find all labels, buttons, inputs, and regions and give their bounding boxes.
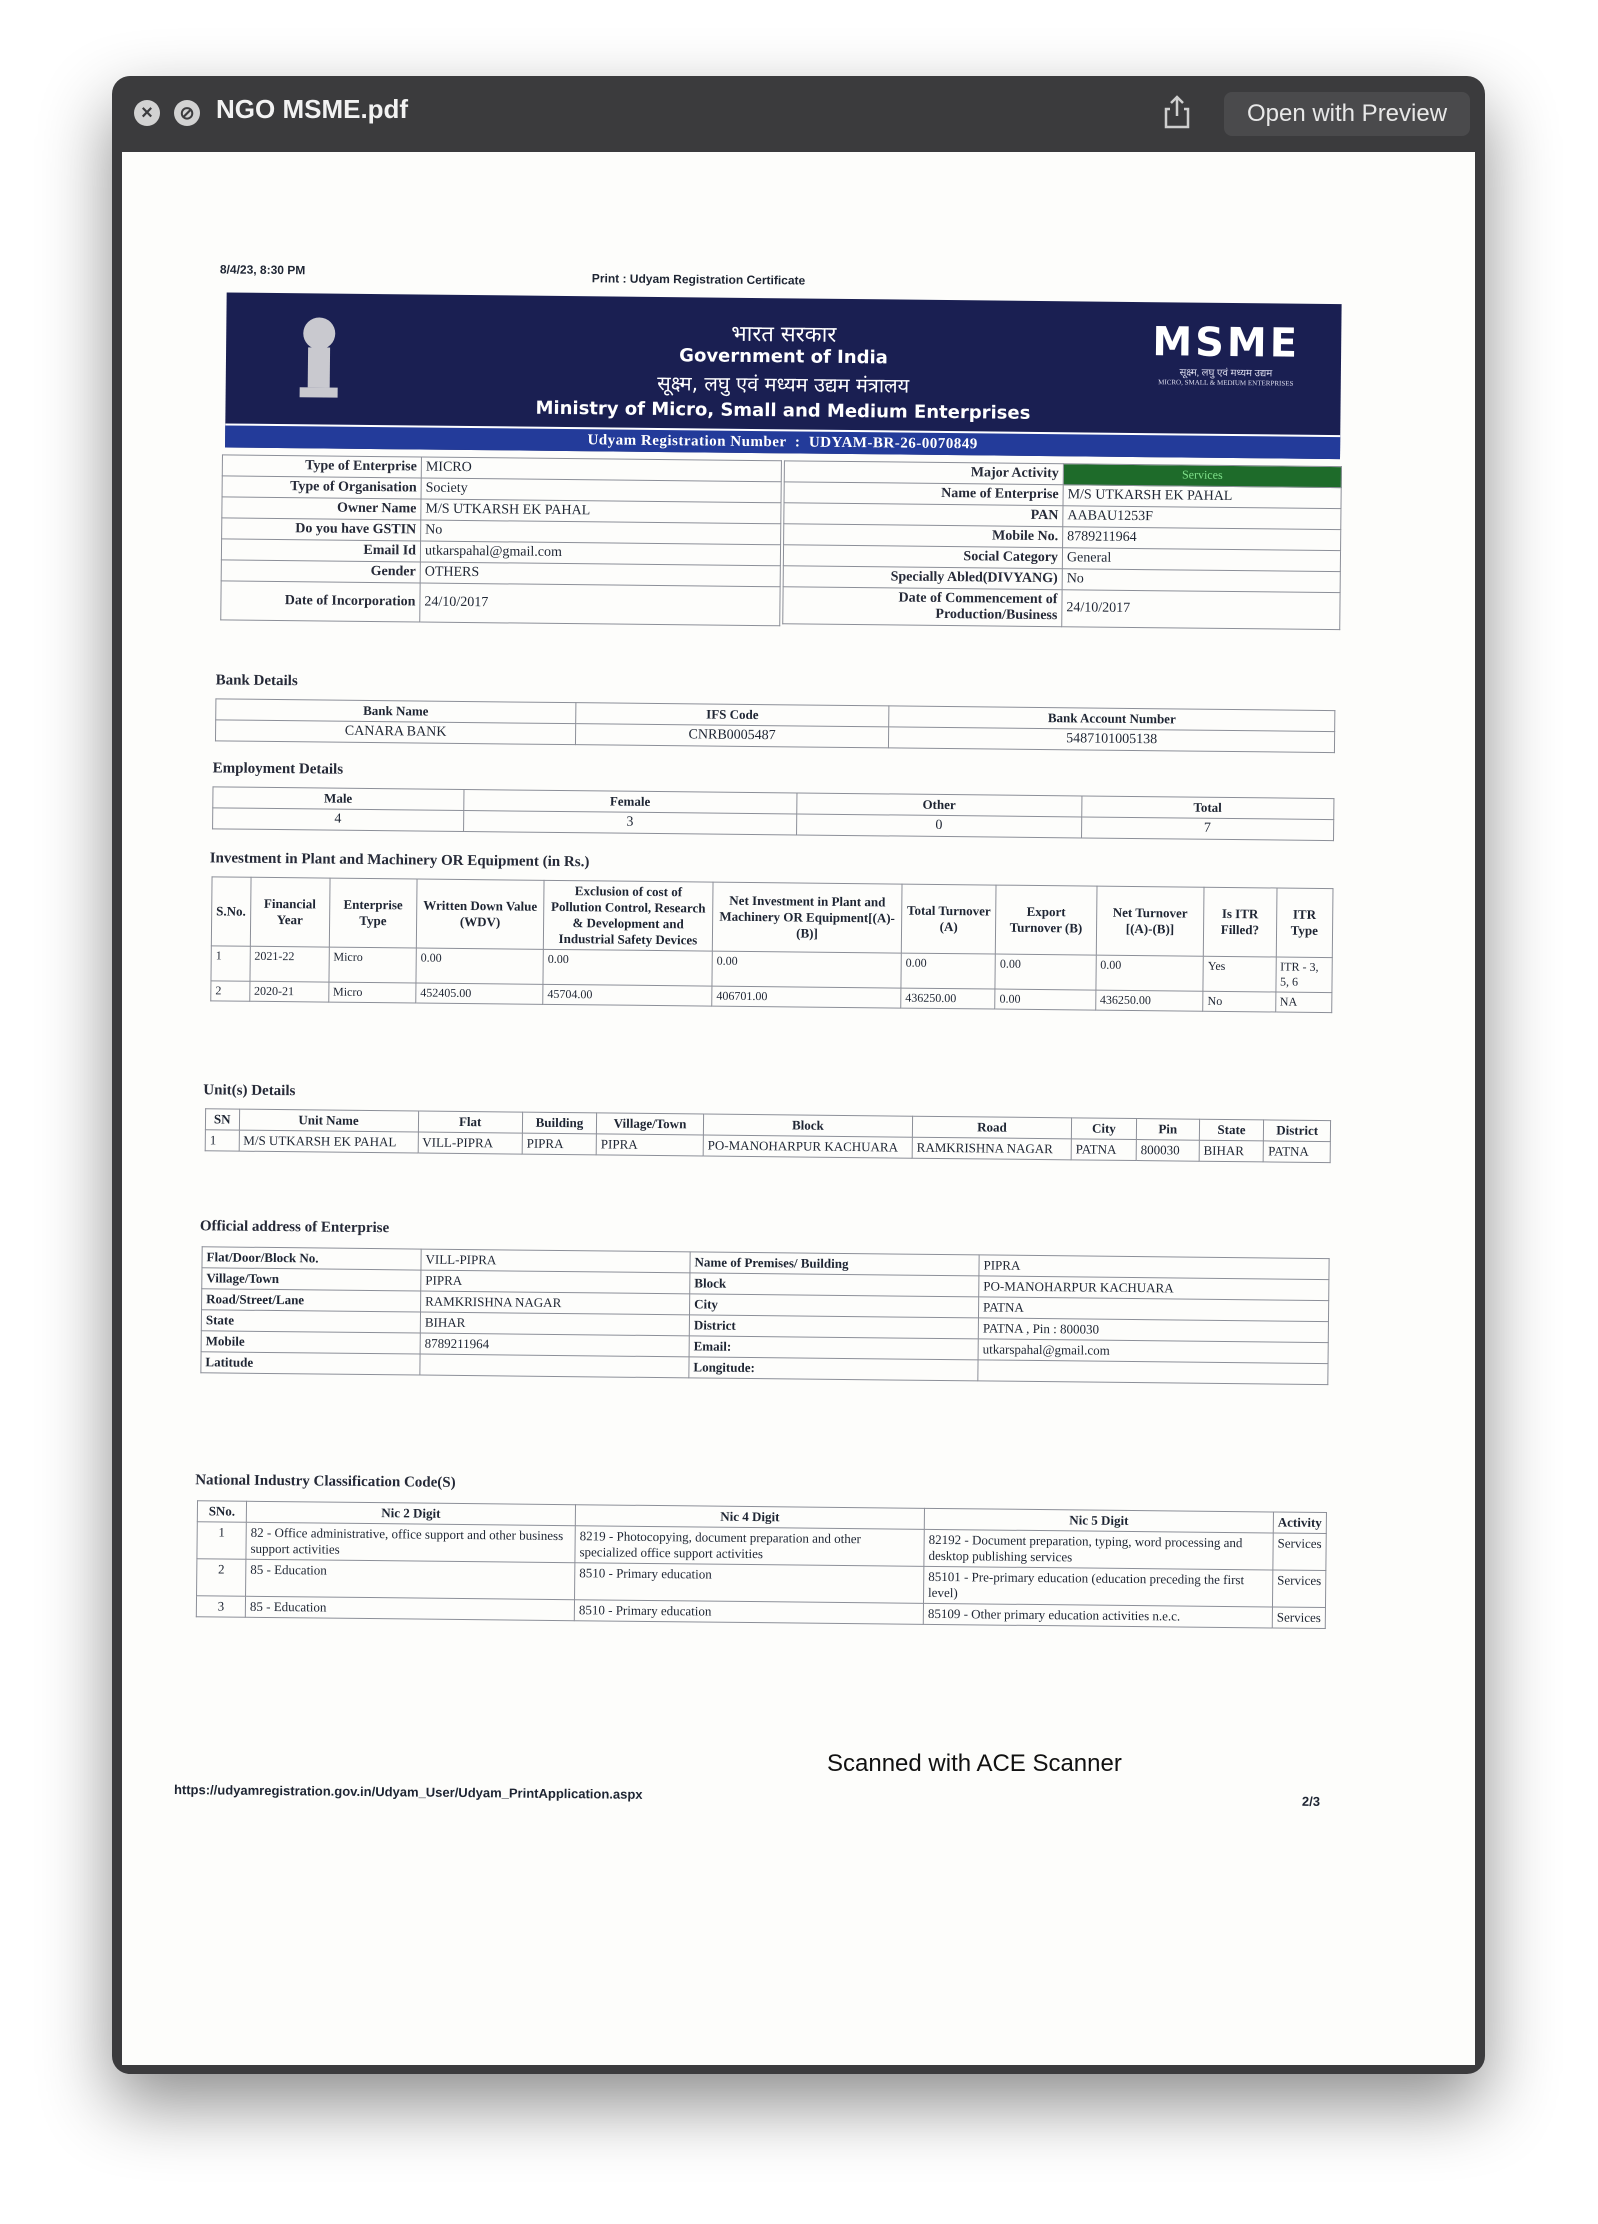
table-header-cell: Road: [912, 1116, 1071, 1139]
table-cell: Services: [1273, 1533, 1326, 1571]
table-cell: 800030: [1136, 1140, 1199, 1162]
table-cell: 85101 - Pre-primary education (education preceding the first level): [923, 1566, 1272, 1607]
table-cell: Yes: [1203, 956, 1276, 992]
table-cell: [420, 1354, 689, 1378]
table-header-cell: Total Turnover (A): [901, 884, 996, 954]
table-cell: 85 - Education: [245, 1596, 574, 1620]
table-cell: Owner Name: [222, 497, 421, 520]
table-cell: Name of Enterprise: [784, 482, 1063, 506]
table-cell: Email:: [689, 1336, 978, 1360]
table-cell: 8510 - Primary education: [574, 1600, 923, 1625]
certificate: [164, 262, 1475, 1976]
details-right-table: [782, 460, 1342, 630]
table-cell: PATNA: [1071, 1139, 1136, 1161]
table-header-cell: Pin: [1136, 1119, 1199, 1141]
table-cell: BIHAR: [420, 1312, 689, 1336]
table-cell: Services: [1272, 1607, 1325, 1629]
table-cell: 8510 - Primary education: [575, 1563, 924, 1604]
table-cell: Type of Organisation: [222, 476, 421, 499]
close-icon[interactable]: ×: [134, 100, 160, 126]
table-cell: Block: [690, 1273, 979, 1297]
table-cell: Road/Street/Lane: [202, 1289, 421, 1312]
bank-table: [215, 698, 1335, 753]
table-cell: 436250.00: [1095, 990, 1203, 1011]
reg-number: UDYAM-BR-26-0070849: [808, 434, 978, 453]
table-cell: 85 - Education: [246, 1559, 575, 1599]
table-header-cell: State: [1199, 1119, 1264, 1141]
table-cell: 436250.00: [901, 988, 995, 1009]
table-cell: PATNA: [1264, 1141, 1331, 1163]
table-cell: PIPRA: [979, 1255, 1329, 1280]
table-cell: Date of Commencement of Production/Business: [783, 587, 1062, 627]
table-header-cell: Flat: [418, 1111, 523, 1133]
table-header-cell: Financial Year: [250, 877, 330, 947]
investment-table: [210, 876, 1333, 1013]
window-title: NGO MSME.pdf: [216, 94, 409, 124]
table-header-cell: Is ITR Filled?: [1204, 887, 1277, 957]
print-timestamp: 8/4/23, 8:30 PM: [219, 262, 306, 278]
table-cell: OTHERS: [420, 562, 780, 587]
address-section-title: Official address of Enterprise: [199, 1218, 390, 1237]
table-header-cell: City: [1071, 1118, 1136, 1140]
table-cell: General: [1062, 548, 1340, 572]
investment-section-title: Investment in Plant and Machinery OR Equipment (in Rs.): [209, 850, 590, 871]
table-cell: PO-MANOHARPUR KACHUARA: [703, 1135, 912, 1158]
table-cell: Name of Premises/ Building: [690, 1252, 979, 1276]
table-cell: 2: [197, 1559, 246, 1597]
table-cell: PO-MANOHARPUR KACHUARA: [979, 1276, 1329, 1301]
units-section-title: Unit(s) Details: [203, 1082, 296, 1100]
nic-table: [196, 1500, 1327, 1629]
ministry-hindi: सूक्ष्म, लघु एवं मध्यम उद्यम मंत्रालय: [657, 370, 910, 398]
table-header-cell: Written Down Value (WDV): [416, 879, 544, 949]
table-header-cell: Building: [522, 1112, 596, 1134]
registration-number-bar: Udyam Registration Number : UDYAM-BR-26-0070849: [225, 423, 1340, 459]
table-cell: 8219 - Photocopying, document preparation and other specialized office support activities: [575, 1526, 924, 1567]
page-number: 2/3: [1301, 1793, 1321, 1810]
table-cell: Micro: [329, 947, 417, 983]
pdf-viewer-window: [112, 76, 1485, 2074]
table-cell: BIHAR: [1199, 1140, 1264, 1162]
table-cell: PATNA: [978, 1297, 1328, 1322]
table-cell: 5487101005138: [889, 727, 1335, 753]
table-header-cell: Nic 4 Digit: [575, 1505, 924, 1530]
table-cell: VILL-PIPRA: [418, 1132, 523, 1154]
print-title: Print : Udyam Registration Certificate: [591, 271, 806, 288]
table-cell: 4: [213, 808, 464, 832]
table-cell: Major Activity: [784, 461, 1063, 485]
title-bar: [112, 76, 1485, 152]
table-cell: M/S UTKARSH EK PAHAL: [239, 1130, 418, 1153]
table-cell: City: [690, 1294, 979, 1318]
table-header-cell: Village/Town: [596, 1113, 703, 1135]
table-cell: AABAU1253F: [1063, 506, 1341, 530]
table-cell: CNRB0005487: [575, 724, 888, 748]
table-cell: 0.00: [995, 954, 1096, 990]
table-cell: 45704.00: [543, 984, 712, 1006]
table-cell: 1: [205, 1130, 239, 1151]
table-cell: MICRO: [421, 457, 781, 482]
bank-section-title: Bank Details: [215, 672, 298, 690]
footer-url: https://udyamregistration.gov.in/Udyam_User/Udyam_PrintApplication.aspx: [173, 1782, 643, 1802]
table-header-cell: Exclusion of cost of Pollution Control, Research & Development and Industrial Safety Devices: [543, 880, 713, 951]
employment-section-title: Employment Details: [212, 760, 344, 778]
table-cell: M/S UTKARSH EK PAHAL: [1063, 485, 1341, 509]
table-cell: 0.00: [901, 953, 996, 989]
major-activity-badge: Services: [1063, 464, 1341, 488]
table-header-cell: SN: [205, 1109, 239, 1130]
table-cell: Village/Town: [202, 1268, 421, 1291]
table-cell: 3: [196, 1596, 245, 1618]
table-header-cell: District: [1264, 1120, 1331, 1142]
table-cell: 0.00: [712, 951, 901, 988]
table-header-cell: Enterprise Type: [329, 878, 417, 948]
table-cell: 1: [211, 946, 250, 981]
table-header-cell: Nic 2 Digit: [246, 1501, 575, 1525]
employment-table: [212, 786, 1334, 841]
table-cell: RAMKRISHNA NAGAR: [421, 1291, 690, 1315]
table-cell: Longitude:: [689, 1357, 978, 1381]
document-page: [122, 152, 1475, 2065]
table-cell: No: [1203, 991, 1275, 1012]
table-cell: VILL-PIPRA: [421, 1249, 690, 1273]
table-header-cell: SNo.: [197, 1501, 246, 1523]
table-cell: Mobile: [201, 1331, 420, 1354]
table-cell: Gender: [221, 560, 420, 583]
table-cell: 406701.00: [712, 986, 901, 1008]
table-header-cell: S.No.: [211, 877, 250, 946]
table-cell: Specially Abled(DIVYANG): [783, 566, 1062, 590]
table-cell: 0.00: [1096, 955, 1204, 991]
address-table: [200, 1246, 1329, 1385]
table-cell: 2020-21: [249, 981, 328, 1002]
table-cell: PIPRA: [421, 1270, 690, 1294]
table-cell: 2: [211, 981, 250, 1001]
table-cell: ITR - 3, 5, 6: [1275, 957, 1332, 993]
table-cell: No: [421, 520, 781, 545]
table-cell: M/S UTKARSH EK PAHAL: [421, 499, 781, 524]
table-cell: 0: [796, 814, 1081, 838]
table-cell: 2021-22: [250, 946, 329, 982]
table-cell: RAMKRISHNA NAGAR: [912, 1137, 1071, 1160]
table-header-cell: Bank Name: [216, 699, 576, 724]
table-header-cell: Other: [797, 793, 1082, 817]
table-header-cell: Male: [213, 787, 464, 811]
table-cell: 82 - Office administrative, office support and other business support activities: [246, 1522, 575, 1562]
table-cell: Mobile No.: [784, 524, 1063, 548]
table-cell: [978, 1360, 1328, 1385]
reg-label: Udyam Registration Number: [587, 432, 787, 451]
table-header-cell: ITR Type: [1276, 888, 1333, 958]
table-cell: Flat/Door/Block No.: [202, 1247, 421, 1270]
table-header-cell: Unit Name: [239, 1109, 418, 1132]
table-header-cell: Export Turnover (B): [996, 885, 1097, 955]
table-cell: utkarspahal@gmail.com: [420, 541, 780, 566]
table-cell: Latitude: [201, 1352, 420, 1375]
table-cell: NA: [1275, 992, 1332, 1013]
table-cell: Society: [421, 478, 781, 503]
details-left-table: [220, 454, 782, 626]
scanner-watermark: Scanned with ACE Scanner: [827, 1750, 1122, 1777]
hindi-title: भारत सरकार: [731, 321, 837, 348]
table-cell: Services: [1272, 1570, 1325, 1608]
table-cell: No: [1062, 569, 1340, 593]
table-cell: State: [201, 1310, 420, 1333]
table-cell: 8789211964: [1063, 527, 1341, 551]
table-cell: PIPRA: [522, 1133, 596, 1155]
ministry-title: Ministry of Micro, Small and Medium Enterprises: [535, 397, 1031, 424]
table-cell: CANARA BANK: [215, 720, 575, 745]
table-header-cell: Female: [463, 789, 796, 813]
table-header-cell: Net Turnover [(A)-(B)]: [1096, 886, 1204, 956]
table-cell: utkarspahal@gmail.com: [978, 1339, 1328, 1364]
stop-icon[interactable]: ⊘: [174, 100, 200, 126]
nic-section-title: National Industry Classification Code(S): [195, 1472, 456, 1491]
table-cell: 24/10/2017: [1062, 590, 1340, 630]
certificate-header: [225, 292, 1342, 459]
open-with-preview-button[interactable]: Open with Preview: [1224, 92, 1470, 136]
table-cell: Do you have GSTIN: [222, 518, 421, 541]
table-cell: 82192 - Document preparation, typing, word processing and desktop publishing services: [924, 1529, 1273, 1570]
table-cell: Type of Enterprise: [222, 455, 421, 478]
table-header-cell: Bank Account Number: [889, 706, 1335, 732]
table-cell: 0.00: [543, 949, 712, 986]
msme-logo: MSME सूक्ष्म, लघु एवं मध्यम उद्यम MICRO, SMALL & MEDIUM ENTERPRISES: [1152, 319, 1301, 388]
table-cell: District: [689, 1315, 978, 1339]
share-icon[interactable]: [1162, 94, 1192, 130]
units-table: [205, 1108, 1331, 1163]
table-cell: PIPRA: [596, 1134, 703, 1156]
table-cell: PATNA , Pin : 800030: [978, 1318, 1328, 1343]
table-header-cell: Activity: [1273, 1512, 1326, 1534]
table-cell: Date of Incorporation: [221, 581, 420, 622]
table-cell: 85109 - Other primary education activities n.e.c.: [923, 1603, 1272, 1628]
table-cell: 7: [1081, 817, 1334, 841]
gov-title: Government of India: [679, 345, 888, 369]
table-cell: Email Id: [221, 539, 420, 562]
table-cell: PAN: [784, 503, 1063, 527]
table-cell: Micro: [328, 982, 415, 1003]
table-cell: 0.00: [416, 948, 543, 984]
table-header-cell: Total: [1081, 796, 1334, 820]
table-cell: 8789211964: [420, 1333, 689, 1357]
table-header-cell: Net Investment in Plant and Machinery OR Equipment[(A)-(B)]: [712, 882, 902, 953]
table-cell: Social Category: [783, 545, 1062, 569]
table-cell: 1: [197, 1522, 246, 1560]
table-cell: 452405.00: [416, 983, 543, 1004]
table-cell: 3: [463, 810, 796, 834]
table-cell: 24/10/2017: [420, 583, 780, 626]
table-cell: 0.00: [995, 989, 1096, 1010]
table-header-cell: IFS Code: [576, 703, 889, 727]
table-header-cell: Block: [703, 1114, 912, 1137]
table-header-cell: Nic 5 Digit: [924, 1508, 1273, 1533]
